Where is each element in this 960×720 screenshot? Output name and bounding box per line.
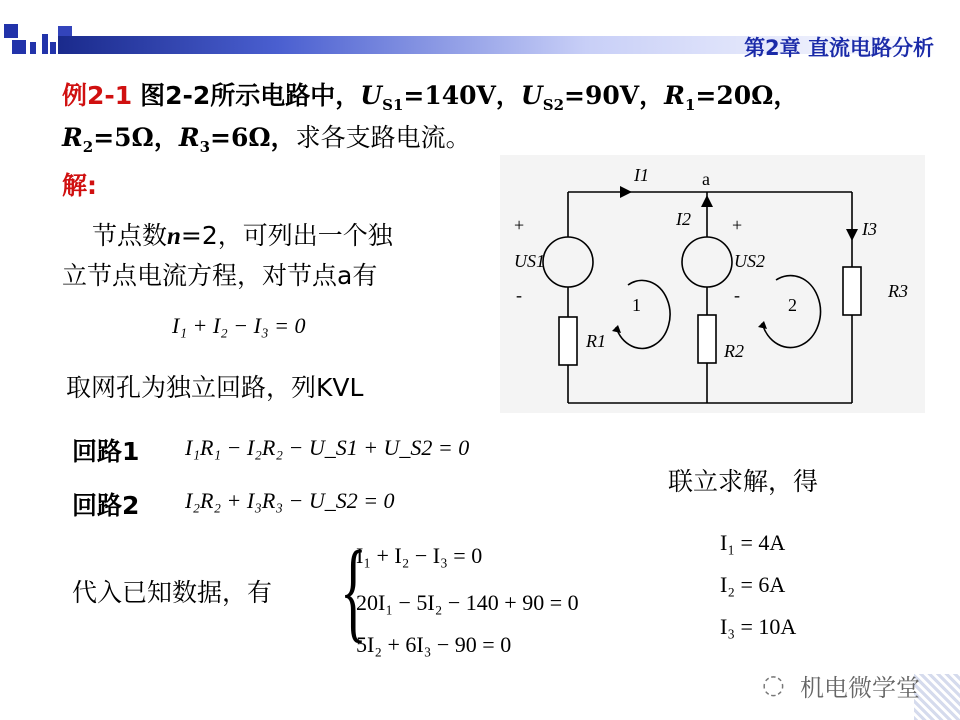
us1-value: =140V， — [403, 81, 521, 110]
label-r1: R1 — [586, 331, 606, 351]
label-i2: I2 — [676, 209, 691, 229]
r1-value: =20Ω， — [695, 81, 799, 110]
label-node-a: a — [702, 169, 710, 189]
node-text-2: 立节点电流方程，对节点a有 — [62, 261, 378, 290]
system-eq-3: 5I₂ + 6I₃ − 90 = 0 — [356, 632, 512, 657]
problem-line-2: $R_2=5\Omega$，$R_3=6\Omega$，求各支路电流。 — [62, 123, 471, 156]
label-us1: US1 — [514, 251, 545, 271]
mesh-intro: 取网孔为独立回路，列KVL — [66, 373, 364, 402]
label-r2: R2 — [724, 341, 744, 361]
solve-text: 联立求解，得 — [668, 467, 819, 496]
resistor-r1 — [559, 317, 577, 365]
result-i2: I₂ = 6A — [720, 572, 786, 597]
node-text-1: 节点数n=2，可列出一个独 — [92, 221, 393, 250]
minus-us1: - — [516, 285, 522, 305]
watermark-text: 机电微学堂 — [800, 674, 920, 702]
system-eq-1: I₁ + I₂ − I₃ = 0 — [356, 543, 483, 568]
result-i3: I₃ = 10A — [720, 614, 797, 639]
circuit-diagram — [500, 155, 925, 413]
example-label: 例2-1 — [62, 81, 133, 110]
equation-brace: { — [340, 529, 367, 653]
loop2-label: 回路2 — [72, 491, 140, 520]
r3-value: =6Ω， — [210, 123, 296, 152]
kcl-equation: I₁ + I₂ − I₃ = 0 — [172, 313, 306, 338]
result-i1: I₁ = 4A — [720, 530, 786, 555]
loop1-label: 回路1 — [72, 437, 140, 466]
problem-text: 图2-2所示电路中， — [140, 81, 361, 110]
source-us1 — [543, 237, 593, 287]
resistor-r2 — [698, 315, 716, 363]
wechat-icon: ◌ — [762, 670, 785, 700]
loop2-equation: I₂R₂ + I₃R₃ − U_S2 = 0 — [185, 488, 395, 513]
system-eq-2: 20I₁ − 5I₂ − 140 + 90 = 0 — [356, 590, 579, 615]
label-r3: R3 — [888, 281, 908, 301]
plus-us2: + — [732, 215, 743, 235]
label-us2: US2 — [734, 251, 765, 271]
loop-2-label: 2 — [788, 295, 797, 315]
chapter-title: 第2章 直流电路分析 — [744, 36, 934, 60]
problem-question: 求各支路电流。 — [295, 123, 471, 152]
r2-value: =5Ω， — [93, 123, 179, 152]
us2-value: =90V， — [564, 81, 665, 110]
watermark — [760, 664, 960, 720]
loop1-equation: I₁R₁ − I₂R₂ − U_S1 + U_S2 = 0 — [185, 435, 470, 460]
substitute-text: 代入已知数据，有 — [72, 578, 273, 607]
label-i1: I1 — [634, 165, 649, 185]
source-us2 — [682, 237, 732, 287]
loop-1-label: 1 — [632, 295, 641, 315]
problem-line-1: 例2-1 图2-2所示电路中，$U_{S1}=140V$，$U_{S2}=90V$，$R_1=20\Omega$， — [62, 81, 799, 114]
solution-label: 解: — [62, 171, 97, 200]
plus-us1: + — [514, 215, 525, 235]
label-i3: I3 — [862, 219, 877, 239]
resistor-r3 — [843, 267, 861, 315]
minus-us2: - — [734, 285, 740, 305]
